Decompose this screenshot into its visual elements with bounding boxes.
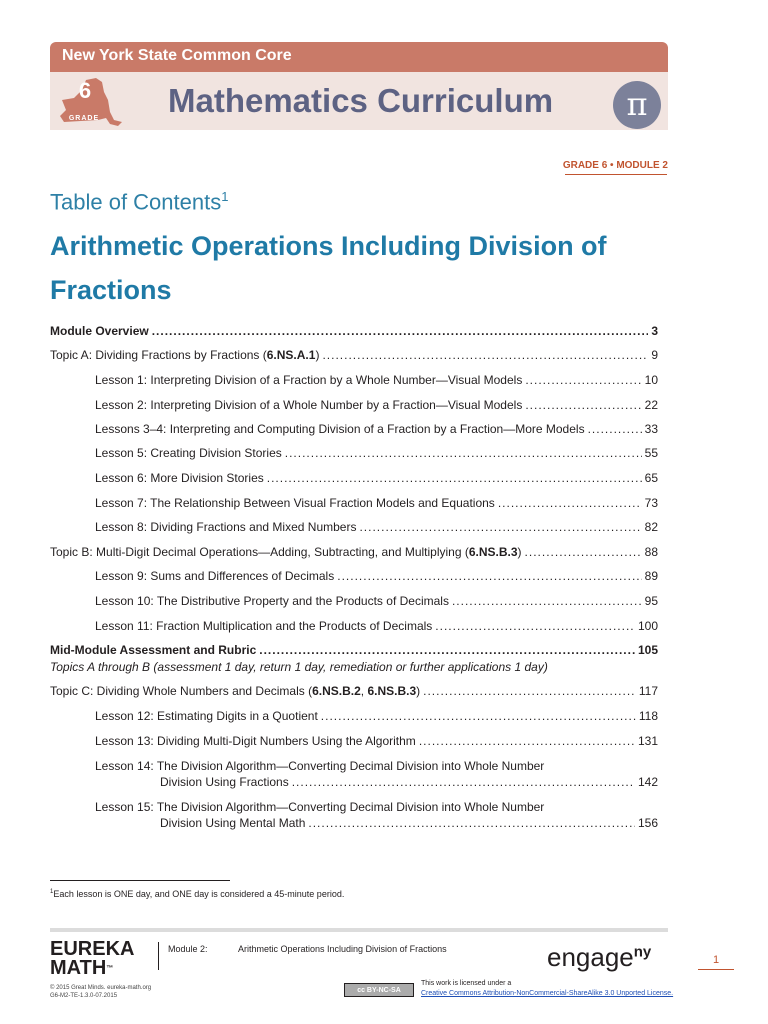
topic-title: Topic C: Dividing Whole Numbers and Decimals ( bbox=[50, 684, 313, 698]
logo-line-2 bbox=[50, 959, 134, 978]
toc-entry-lesson[interactable] bbox=[95, 471, 658, 486]
mid-module-note: Topics A through B (assessment 1 day, return 1 day, remediation or further applications 1 day) bbox=[50, 660, 548, 674]
toc-leader-dots bbox=[259, 643, 635, 658]
copyright-line-2: G6-M2-TE-1.3.0-07.2015 bbox=[50, 993, 118, 999]
toc-entry-lesson[interactable] bbox=[95, 520, 658, 535]
toc-entry-topic-c[interactable] bbox=[50, 684, 658, 699]
toc-leader-dots bbox=[308, 816, 635, 831]
toc-entry-label: Lesson 10: The Distributive Property and the Products of Decimals bbox=[95, 594, 449, 608]
toc-entry-label bbox=[50, 684, 420, 699]
license-link[interactable]: Creative Commons Attribution-NonCommercial-ShareAlike 3.0 Unported License. bbox=[421, 990, 674, 997]
grade-label: GRADE bbox=[68, 115, 100, 122]
toc-entry-page: 156 bbox=[637, 816, 658, 830]
footer-module-label: Module 2: bbox=[168, 944, 208, 954]
toc-entry-label-line1: Lesson 15: The Division Algorithm—Converting Decimal Division into Whole Number bbox=[95, 800, 545, 814]
toc-entry-page: 131 bbox=[637, 734, 658, 748]
toc-entry-module-overview[interactable] bbox=[50, 324, 658, 339]
ny-text: ny bbox=[633, 943, 652, 961]
footer-rule bbox=[50, 928, 668, 932]
toc-entry-label: Lesson 11: Fraction Multiplication and the Products of Decimals bbox=[95, 619, 433, 633]
toc-entry-label bbox=[50, 545, 522, 560]
standard-separator: , bbox=[360, 684, 368, 698]
toc-leader-dots bbox=[267, 471, 642, 486]
toc-entry-label: Lesson 6: More Division Stories bbox=[95, 471, 264, 485]
toc-entry-label: Lesson 5: Creating Division Stories bbox=[95, 446, 282, 460]
toc-entry-lesson[interactable] bbox=[95, 446, 658, 461]
toc-entry-lesson[interactable] bbox=[95, 619, 658, 634]
license-text: This work is licensed under a bbox=[421, 980, 512, 987]
toc-entry-lesson[interactable] bbox=[95, 569, 658, 584]
toc-leader-dots bbox=[322, 348, 648, 363]
toc-entry-page: 118 bbox=[638, 709, 658, 723]
footnote bbox=[50, 889, 344, 899]
toc-entry-label: Lesson 9: Sums and Differences of Decimals bbox=[95, 569, 335, 583]
document-title: Arithmetic Operations Including Division of Fractions bbox=[50, 231, 607, 305]
engage-text: engage bbox=[547, 942, 634, 972]
standard-code: 6.NS.B.2 bbox=[312, 684, 361, 698]
curriculum-title: Mathematics Curriculum bbox=[168, 82, 554, 119]
toc-entry-label: Lesson 8: Dividing Fractions and Mixed Numbers bbox=[95, 520, 357, 534]
footnote-number: 1 bbox=[50, 889, 54, 895]
footer-module-title: Arithmetic Operations Including Division of Fractions bbox=[238, 944, 447, 954]
toc-entry-page: 3 bbox=[651, 324, 658, 338]
toc-leader-dots bbox=[525, 373, 641, 388]
footer-separator bbox=[158, 942, 159, 970]
paren-close: ) bbox=[517, 545, 522, 559]
eureka-math-logo bbox=[50, 940, 134, 978]
toc-leader-dots bbox=[152, 324, 649, 339]
toc-leader-dots bbox=[498, 496, 642, 511]
engageny-logo bbox=[547, 942, 651, 973]
toc-leader-dots bbox=[285, 446, 642, 461]
toc-entry-page: 22 bbox=[644, 398, 658, 412]
toc-entry-lesson[interactable] bbox=[95, 398, 658, 413]
toc-entry-label: Lesson 7: The Relationship Between Visual Fraction Models and Equations bbox=[95, 496, 495, 510]
footnote-rule bbox=[50, 880, 230, 881]
topic-title: Topic B: Multi-Digit Decimal Operations—Adding, Subtracting, and Multiplying ( bbox=[50, 545, 469, 559]
toc-leader-dots bbox=[423, 684, 636, 699]
toc-entry-label: Lessons 3–4: Interpreting and Computing Division of a Fraction by a Fraction—More Models bbox=[95, 422, 585, 436]
cc-license-badge: cc BY-NC-SA bbox=[344, 983, 414, 997]
toc-entry-page: 105 bbox=[637, 643, 658, 657]
toc-entry-lesson[interactable] bbox=[95, 373, 658, 388]
toc-entry-line2 bbox=[95, 775, 658, 790]
toc-entry-label: Lesson 12: Estimating Digits in a Quotient bbox=[95, 709, 318, 723]
toc-entry-page: 9 bbox=[651, 348, 658, 362]
toc-leader-dots bbox=[525, 545, 642, 560]
toc-leader-dots bbox=[452, 594, 642, 609]
standard-code: 6.NS.A.1 bbox=[266, 348, 316, 362]
toc-heading-text: Table of Contents bbox=[50, 189, 222, 215]
standard-code: 6.NS.B.3 bbox=[468, 545, 518, 559]
footnote-text: Each lesson is ONE day, and ONE day is considered a 45-minute period. bbox=[53, 889, 345, 899]
toc-leader-dots bbox=[321, 709, 636, 724]
grade-number: 6 bbox=[78, 78, 92, 103]
page-number-underline bbox=[698, 969, 734, 970]
copyright bbox=[50, 984, 151, 1000]
paren-close: ) bbox=[416, 684, 421, 698]
toc-heading bbox=[50, 189, 228, 215]
toc-leader-dots bbox=[588, 422, 642, 437]
toc-entry-lesson-14[interactable] bbox=[95, 758, 658, 790]
toc-leader-dots bbox=[359, 520, 641, 535]
toc-entry-label-line1: Lesson 14: The Division Algorithm—Converting Decimal Division into Whole Number bbox=[95, 759, 545, 773]
toc-entry-lesson-15[interactable] bbox=[95, 799, 658, 831]
toc-entry-page: 117 bbox=[638, 684, 658, 698]
toc-entry-label: Lesson 1: Interpreting Division of a Fraction by a Whole Number—Visual Models bbox=[95, 373, 523, 387]
toc-leader-dots bbox=[525, 398, 641, 413]
toc-entry-page: 95 bbox=[644, 594, 658, 608]
toc-entry-page: 10 bbox=[644, 373, 658, 387]
state-title: New York State Common Core bbox=[62, 47, 292, 64]
toc-entry-label-line2: Division Using Mental Math bbox=[160, 816, 306, 830]
toc-entry-page: 33 bbox=[644, 422, 658, 436]
toc-entry-label: Lesson 13: Dividing Multi-Digit Numbers Using the Algorithm bbox=[95, 734, 416, 748]
toc-entry-lesson[interactable] bbox=[95, 709, 658, 724]
toc-entry-page: 73 bbox=[644, 496, 658, 510]
toc-entry-page: 55 bbox=[644, 446, 658, 460]
logo-line-1: EUREKA bbox=[50, 938, 135, 960]
toc-entry-page: 142 bbox=[637, 775, 658, 789]
pi-icon: π bbox=[613, 81, 661, 129]
footnote-mark: 1 bbox=[221, 189, 229, 204]
trademark-mark: ™ bbox=[106, 965, 114, 972]
toc-entry-page: 65 bbox=[644, 471, 658, 485]
toc-entry-label-line2: Division Using Fractions bbox=[160, 775, 289, 789]
logo-line-2-text: MATH bbox=[50, 957, 107, 979]
toc-entry-lesson[interactable] bbox=[95, 422, 658, 437]
copyright-line-1: © 2015 Great Minds. eureka-math.org bbox=[50, 985, 152, 991]
toc-entry-label: Mid-Module Assessment and Rubric bbox=[50, 643, 257, 657]
toc-entry-page: 82 bbox=[644, 520, 658, 534]
toc-leader-dots bbox=[292, 775, 635, 790]
toc-leader-dots bbox=[337, 569, 641, 584]
page-number: 1 bbox=[712, 954, 720, 966]
toc-entry-line2 bbox=[95, 816, 658, 831]
toc-entry-label: Lesson 2: Interpreting Division of a Whole Number by a Fraction—Visual Models bbox=[95, 398, 523, 412]
toc-entry-lesson[interactable] bbox=[95, 734, 658, 749]
toc-entry-lesson[interactable] bbox=[95, 594, 658, 609]
toc-leader-dots bbox=[435, 619, 635, 634]
standard-code: 6.NS.B.3 bbox=[367, 684, 417, 698]
paren-close: ) bbox=[315, 348, 320, 362]
toc-entry-topic-a[interactable] bbox=[50, 348, 658, 363]
toc-entry-label: Module Overview bbox=[50, 324, 149, 338]
toc-entry-mid-module[interactable] bbox=[50, 643, 658, 658]
toc-entry-label bbox=[50, 348, 319, 363]
topic-title: Topic A: Dividing Fractions by Fractions ( bbox=[50, 348, 267, 362]
toc-entry-page: 100 bbox=[637, 619, 658, 633]
toc-entry-page: 89 bbox=[644, 569, 658, 583]
toc-entry-page: 88 bbox=[644, 545, 658, 559]
module-tag: GRADE 6 • MODULE 2 bbox=[562, 160, 668, 171]
module-tag-underline bbox=[565, 174, 667, 175]
toc-entry-topic-b[interactable] bbox=[50, 545, 658, 560]
toc-leader-dots bbox=[419, 734, 635, 749]
toc-entry-lesson[interactable] bbox=[95, 496, 658, 511]
